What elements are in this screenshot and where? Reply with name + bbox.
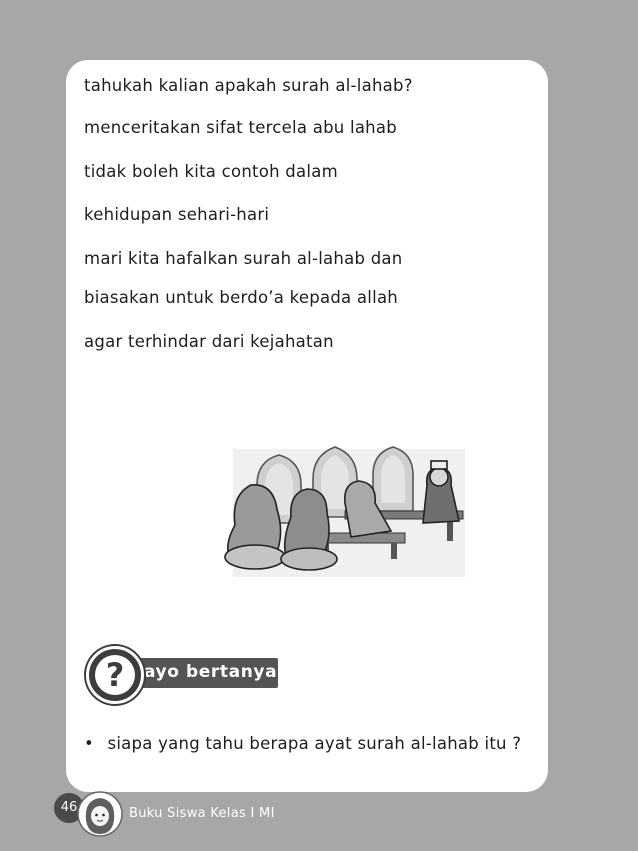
girl-avatar-icon bbox=[76, 790, 124, 838]
question-item bbox=[84, 734, 521, 753]
text-line-6: biasakan untuk berdo’a kepada allah bbox=[84, 288, 399, 307]
text-line-1: tahukah kalian apakah surah al-lahab? bbox=[84, 76, 413, 95]
text-line-4: kehidupan sehari-hari bbox=[84, 205, 270, 224]
text-line-3: tidak boleh kita contoh dalam bbox=[84, 162, 338, 181]
page-number: 46 bbox=[54, 793, 84, 823]
question-mark-icon bbox=[86, 646, 144, 704]
question-text: siapa yang tahu berapa ayat surah al-lahab itu ? bbox=[107, 734, 522, 753]
book-label: Buku Siswa Kelas I MI bbox=[129, 806, 275, 821]
text-line-2: menceritakan sifat tercela abu lahab bbox=[84, 118, 397, 137]
bullet-icon: • bbox=[84, 734, 94, 753]
text-line-5: mari kita hafalkan surah al-lahab dan bbox=[84, 249, 403, 268]
ayo-bertanya-badge bbox=[86, 646, 282, 704]
mosque-study-illustration bbox=[195, 425, 465, 577]
badge-title: ayo bertanya bbox=[144, 662, 278, 682]
question-mark-glyph: ? bbox=[95, 655, 135, 695]
text-line-7: agar terhindar dari kejahatan bbox=[84, 332, 334, 351]
